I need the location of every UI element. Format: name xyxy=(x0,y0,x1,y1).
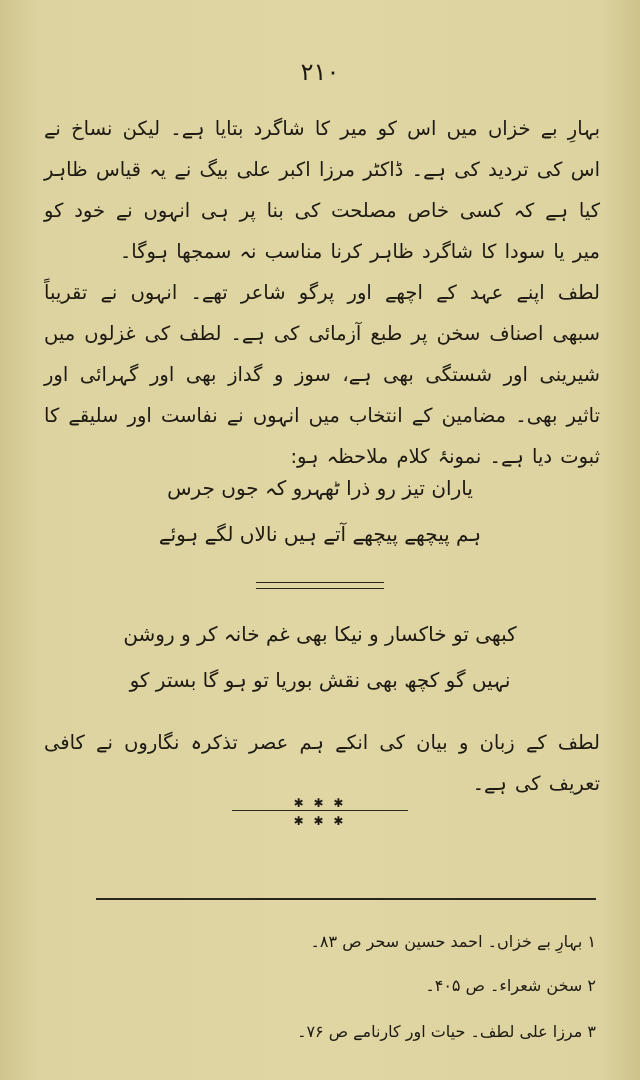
paragraph-1: بہارِ بے خزاں میں اس کو میر کا شاگرد بتایا ہے۔ لیکن نساخ نے اس کی تردید کی ہے۔ ڈاکٹر مرزا اکبر علی بیگ نے یہ قیاس ظاہر کیا ہے کہ کسی خاص مصلحت کی بنا پر ہی انہوں نے خود کو میر یا سودا کا شاگرد ظاہر کرنا مناسب نہ سمجھا ہوگا۔ xyxy=(44,117,600,263)
paragraph-2: لطف اپنے عہد کے اچھے اور پرگو شاعر تھے۔ انہوں نے تقریباً سبھی اصناف سخن پر طبع آزمائی کی ہے۔ لطف کی غزلوں میں شیرینی اور شستگی بھی ہے، سوز و گداز بھی اور گہرائی اور تاثیر بھی۔ مضامین کے انتخاب میں انہوں نے نفاست اور سلیقے کا ثبوت دیا ہے۔ نمونۂ کلام ملاحظہ ہو: xyxy=(44,281,600,468)
page-number: ۲۱۰ xyxy=(300,58,340,86)
ornament-stars-top: ✱ ✱ ✱ xyxy=(293,796,347,810)
footnote-rule xyxy=(96,898,596,900)
footnote-1: ۱ بہارِ بے خزاں۔ احمد حسین سحر ص ۸۳۔ xyxy=(310,932,596,951)
footnote-2: ۲ سخن شعراء۔ ص ۴۰۵۔ xyxy=(425,976,596,995)
ornament xyxy=(270,798,370,826)
footnote-3: ۳ مرزا علی لطف۔ حیات اور کارنامے ص ۷۶۔ xyxy=(297,1022,596,1041)
ornament-stars-bottom: ✱ ✱ ✱ xyxy=(293,814,347,828)
verse-2-line-1: کبھی تو خاکسار و نیکا بھی غم خانہ کر و روشن xyxy=(123,622,517,646)
verse-1-line-1: یاران تیز رو ذرا ٹھہرو کہ جوں جرس xyxy=(167,476,473,500)
verse-1-line-2: ہم پیچھے پیچھے آتے ہیں نالاں لگے ہوئے xyxy=(158,522,482,546)
verse-2-line-2: نہیں گو کچھ بھی نقش بوریا تو ہو گا بستر کو xyxy=(129,668,511,692)
divider-top xyxy=(256,582,384,583)
paragraph-3: لطف کے زبان و بیان کی انکے ہم عصر تذکرہ نگاروں نے کافی تعریف کی ہے۔ xyxy=(44,731,600,795)
divider-bottom xyxy=(256,588,384,589)
